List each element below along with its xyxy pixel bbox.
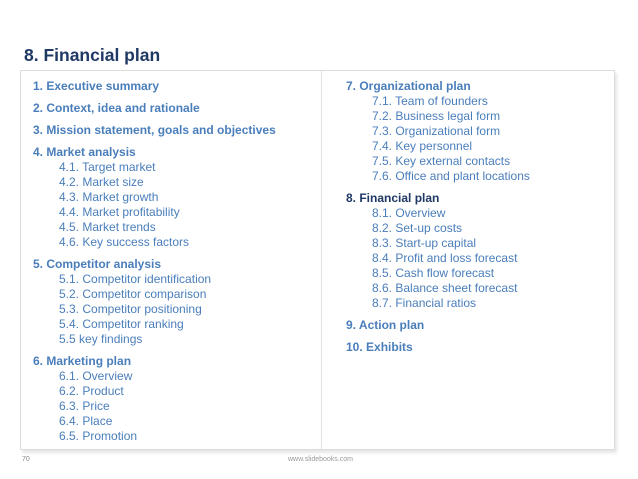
toc-sub-item[interactable]: 7.5. Key external contacts [372, 154, 511, 168]
toc-sub-item[interactable]: 4.4. Market profitability [59, 205, 180, 219]
toc-section [33, 79, 276, 94]
toc-sub-item[interactable]: 7.2. Business legal form [372, 109, 501, 123]
toc-sub-item[interactable]: 4.5. Market trends [59, 220, 156, 234]
toc-section [33, 354, 276, 444]
toc-sub-item[interactable]: 5.1. Competitor identification [59, 272, 212, 286]
toc-sub-item[interactable]: 4.2. Market size [59, 175, 144, 189]
toc-sub-item[interactable]: 8.3. Start-up capital [372, 236, 477, 250]
toc-sub-item[interactable]: 8.5. Cash flow forecast [372, 266, 495, 280]
toc-section-label[interactable]: 1. Executive summary [33, 79, 160, 93]
toc-sub-item[interactable]: 5.2. Competitor comparison [59, 287, 207, 301]
column-divider [321, 71, 322, 449]
toc-sub-item[interactable]: 6.1. Overview [59, 369, 133, 383]
toc-section [346, 191, 530, 311]
toc-section [346, 340, 530, 355]
toc-section-label[interactable]: 5. Competitor analysis [33, 257, 162, 271]
toc-sub-item[interactable]: 6.3. Price [59, 399, 110, 413]
toc-section-label[interactable]: 9. Action plan [346, 318, 425, 332]
toc-section-label[interactable]: 6. Marketing plan [33, 354, 132, 368]
toc-section [33, 145, 276, 250]
toc-section-label[interactable]: 4. Market analysis [33, 145, 136, 159]
toc-sub-item[interactable]: 6.2. Product [59, 384, 124, 398]
toc-section [33, 123, 276, 138]
toc-sub-item[interactable]: 7.6. Office and plant locations [372, 169, 530, 183]
toc-sub-item[interactable]: 5.4. Competitor ranking [59, 317, 184, 331]
footer-url: www.slidebooks.com [288, 456, 353, 463]
toc-sub-item[interactable]: 7.1. Team of founders [372, 94, 488, 108]
toc-section-label[interactable]: 7. Organizational plan [346, 79, 471, 93]
toc-sub-item[interactable]: 6.4. Place [59, 414, 113, 428]
toc-sub-item[interactable]: 8.7. Financial ratios [372, 296, 477, 310]
toc-sub-item[interactable]: 7.4. Key personnel [372, 139, 473, 153]
toc-section [33, 257, 276, 347]
toc-sub-item[interactable]: 7.3. Organizational form [372, 124, 501, 138]
page-number: 70 [22, 456, 30, 463]
toc-sub-item[interactable]: 5.5 key findings [59, 332, 143, 346]
toc-sub-item[interactable]: 6.5. Promotion [59, 429, 138, 443]
toc-section-label-active[interactable]: 8. Financial plan [346, 191, 440, 205]
toc-sub-item[interactable]: 8.1. Overview [372, 206, 446, 220]
toc-sub-item[interactable]: 8.2. Set-up costs [372, 221, 463, 235]
toc-section-label[interactable]: 10. Exhibits [346, 340, 413, 354]
toc-sub-item[interactable]: 8.4. Profit and loss forecast [372, 251, 518, 265]
toc-sub-item[interactable]: 5.3. Competitor positioning [59, 302, 202, 316]
toc-section [33, 101, 276, 116]
toc-right-column [346, 79, 530, 362]
toc-section-label[interactable]: 3. Mission statement, goals and objectives [33, 123, 276, 137]
toc-section [346, 79, 530, 184]
toc-sub-item[interactable]: 4.1. Target market [59, 160, 156, 174]
toc-section-label[interactable]: 2. Context, idea and rationale [33, 101, 200, 115]
toc-sub-item[interactable]: 8.6. Balance sheet forecast [372, 281, 518, 295]
toc-sub-item[interactable]: 4.6. Key success factors [59, 235, 190, 249]
slide-title: 8. Financial plan [24, 45, 161, 65]
toc-left-column [33, 79, 276, 451]
table-of-contents [20, 70, 615, 450]
toc-sub-item[interactable]: 4.3. Market growth [59, 190, 159, 204]
toc-section [346, 318, 530, 333]
